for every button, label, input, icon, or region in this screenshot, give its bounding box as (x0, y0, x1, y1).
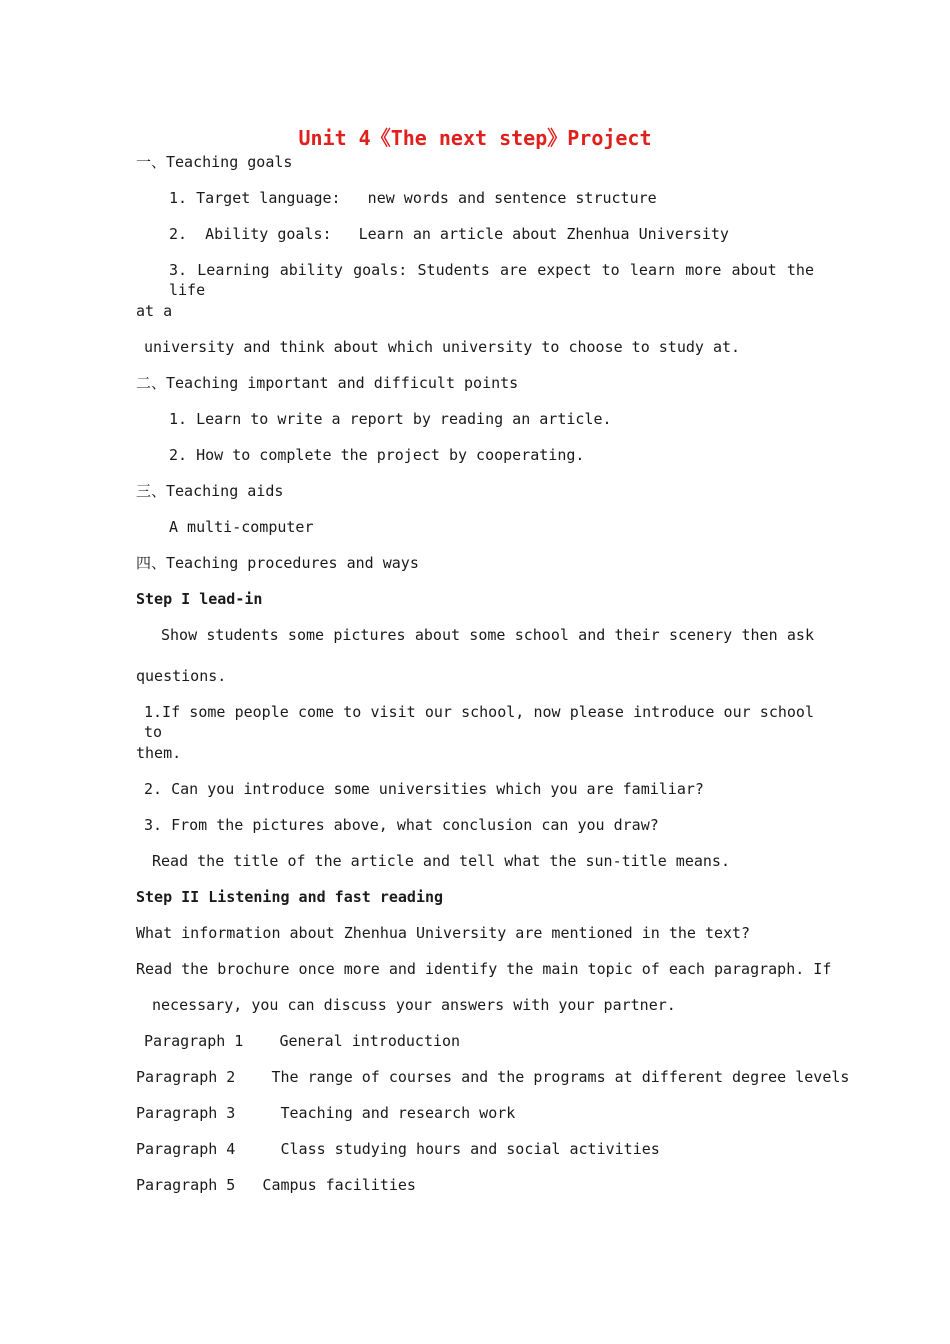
section-heading-teaching-aids: 三、Teaching aids (136, 482, 284, 500)
paragraph-topic-5: Paragraph 5 Campus facilities (136, 1176, 416, 1194)
teaching-aid-item: A multi-computer (169, 518, 314, 536)
goal-item-3-continued: at a (136, 302, 173, 320)
step-1-question-3: 3. From the pictures above, what conclusion can you draw? (144, 816, 659, 834)
goal-item-2: 2. Ability goals: Learn an article about Zhenhua University (169, 225, 729, 243)
paragraph-topic-3: Paragraph 3 Teaching and research work (136, 1104, 516, 1122)
step-2-question-2-continued: necessary, you can discuss your answers with your partner. (152, 996, 676, 1014)
paragraph-topic-4: Paragraph 4 Class studying hours and social activities (136, 1140, 660, 1158)
step-2-heading: Step II Listening and fast reading (136, 888, 444, 906)
paragraph-topic-2: Paragraph 2 The range of courses and the programs at different degree levels (136, 1068, 850, 1086)
document-title: Unit 4《The next step》Project (298, 126, 652, 150)
key-point-1: 1. Learn to write a report by reading an article. (169, 410, 612, 428)
step-1-question-2: 2. Can you introduce some universities which you are familiar? (144, 780, 704, 798)
paragraph-topic-1: Paragraph 1 General introduction (144, 1032, 461, 1050)
section-heading-teaching-goals: 一、Teaching goals (136, 153, 293, 171)
section-heading-key-points: 二、Teaching important and difficult points (136, 374, 519, 392)
goal-item-3: 3. Learning ability goals: Students are expect to learn more about the life (169, 261, 814, 299)
goal-item-1: 1. Target language: new words and sentence structure (169, 189, 657, 207)
step-1-question-1-continued: them. (136, 744, 182, 762)
goal-item-3-continued-2: university and think about which university to choose to study at. (144, 338, 741, 356)
step-1-intro-continued: questions. (136, 667, 227, 685)
section-heading-procedures: 四、Teaching procedures and ways (136, 554, 419, 572)
step-1-intro: Show students some pictures about some school and their scenery then ask (161, 626, 814, 644)
step-2-question-2: Read the brochure once more and identify the main topic of each paragraph. If (136, 960, 832, 978)
step-1-note: Read the title of the article and tell what the sun-title means. (152, 852, 730, 870)
key-point-2: 2. How to complete the project by cooperating. (169, 446, 585, 464)
step-1-heading: Step I lead-in (136, 590, 263, 608)
step-1-question-1: 1.If some people come to visit our school, now please introduce our school to (144, 703, 814, 741)
step-2-question-1: What information about Zhenhua University are mentioned in the text? (136, 924, 751, 942)
